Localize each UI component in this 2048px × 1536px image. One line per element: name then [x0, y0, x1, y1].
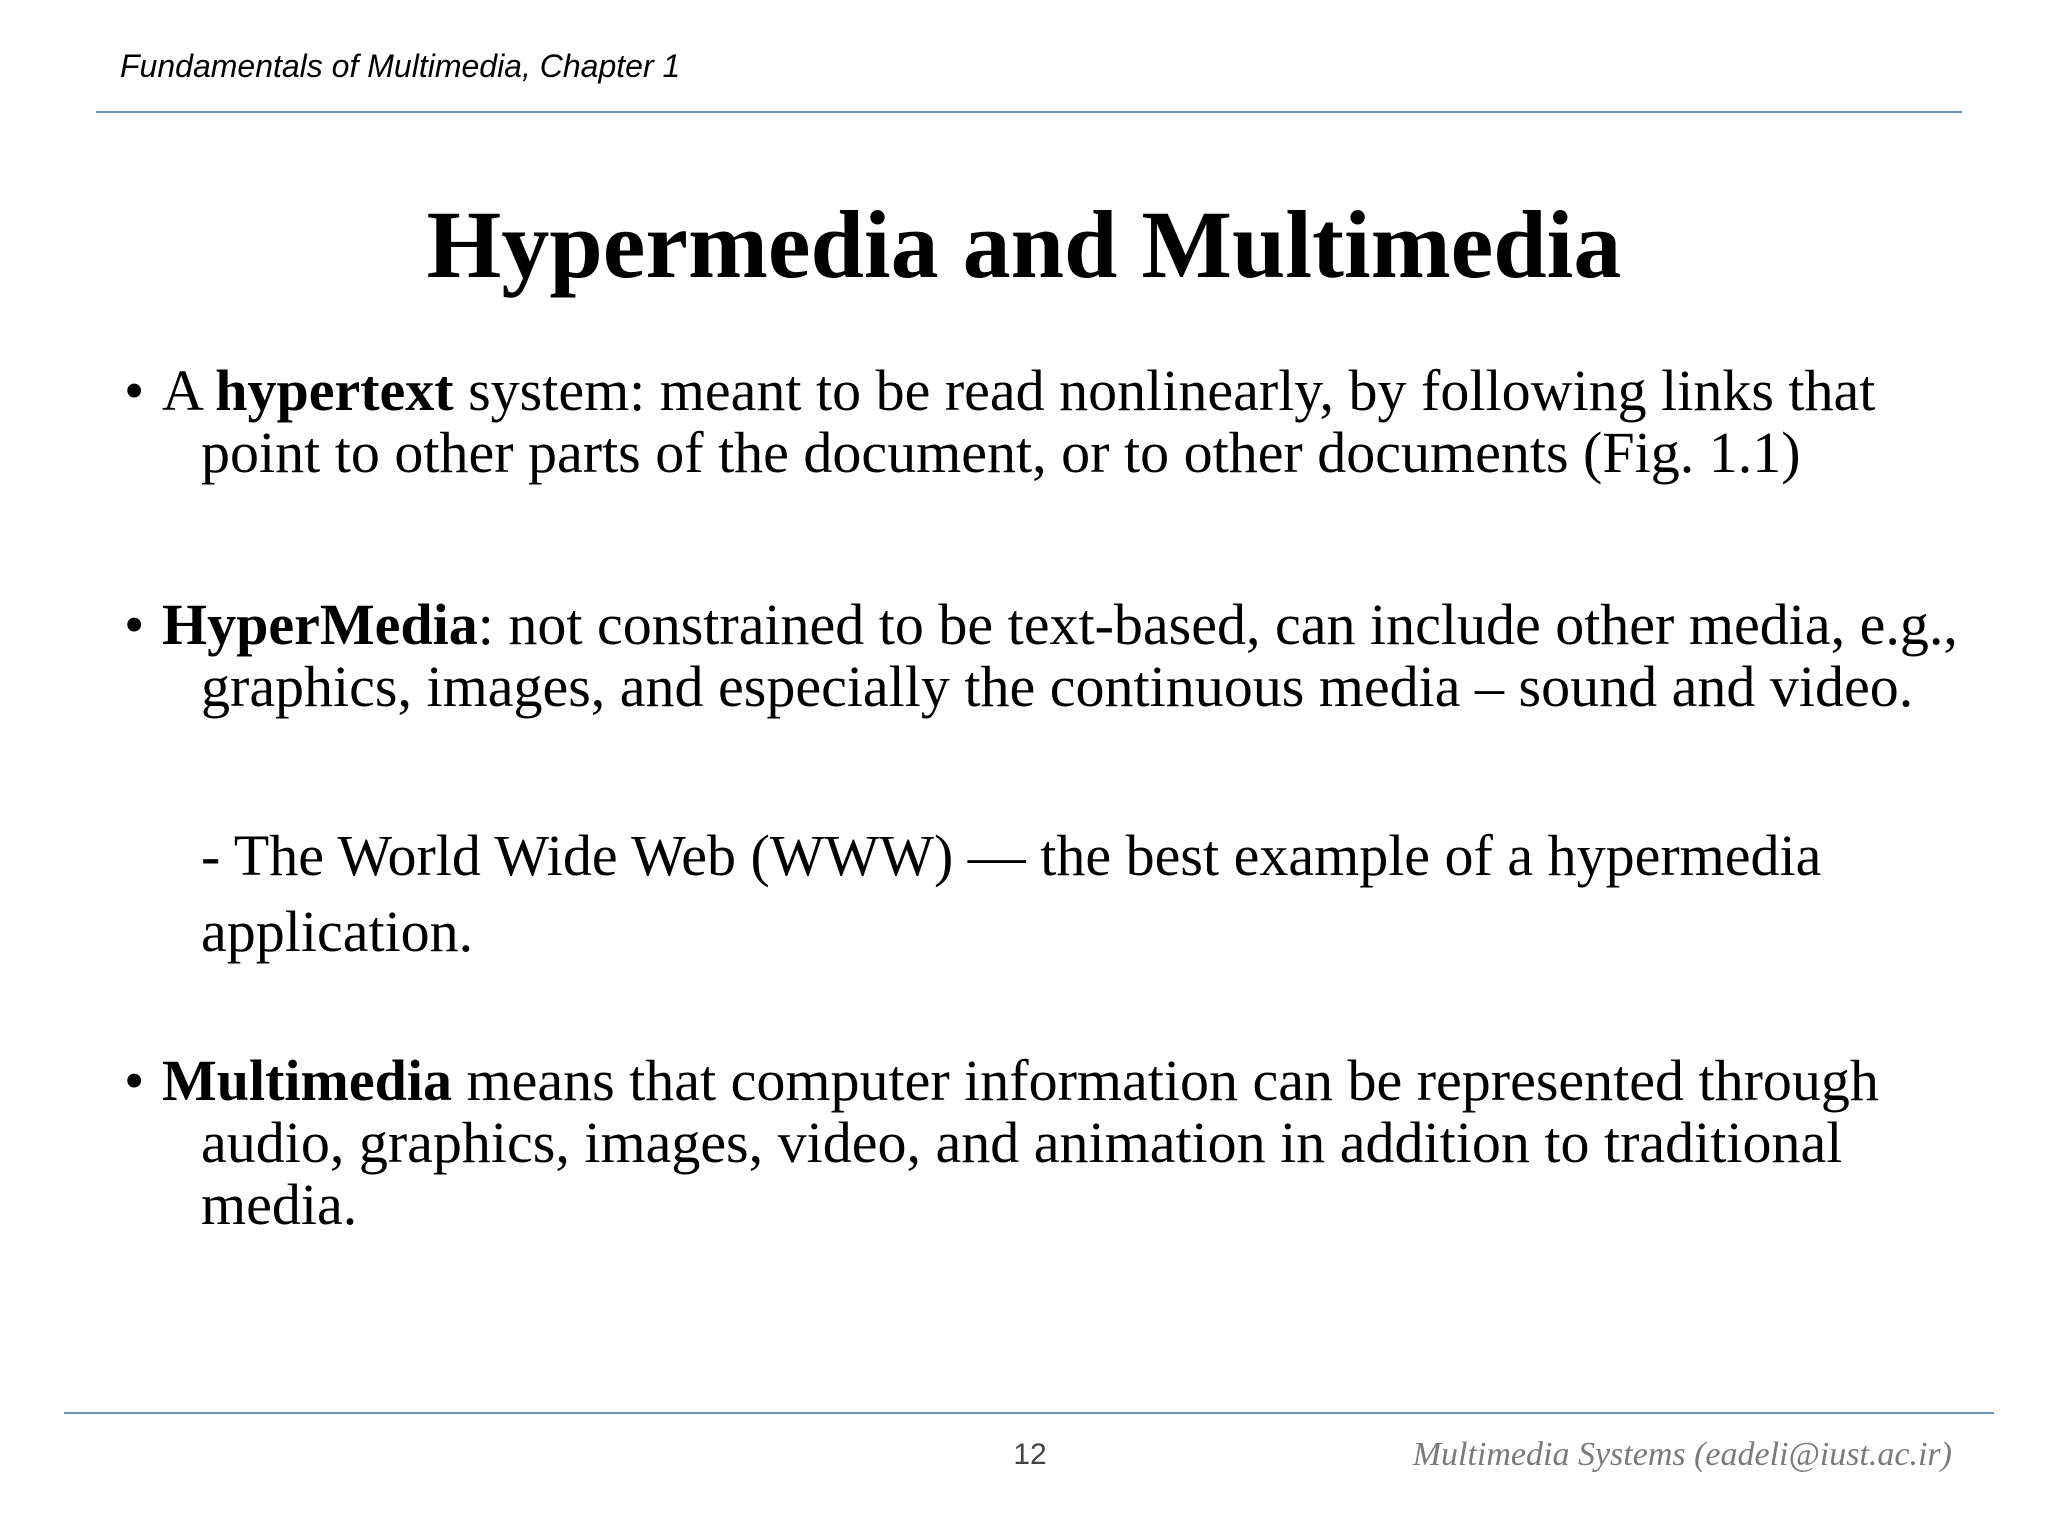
- sub-item-www: - The World Wide Web (WWW) — the best example of a hypermedia application.: [201, 823, 1822, 964]
- page-number: 12: [1013, 1438, 1047, 1471]
- bullet-hypermedia: [124, 594, 1964, 718]
- bullet-text: system: meant to be read nonlinearly, by following links that point to other parts of the document, or to other documents (Fig. 1.1): [201, 358, 1876, 485]
- bullet-term: Multimedia: [162, 1048, 452, 1113]
- bullet-marker: •: [124, 592, 145, 657]
- bullet-marker: •: [124, 358, 145, 423]
- bullet-multimedia: [124, 1050, 1964, 1236]
- bullet-term: hypertext: [215, 358, 454, 423]
- bullet-text: means that computer information can be represented through audio, graphics, images, video, and animation in addition to traditional media.: [201, 1048, 1879, 1237]
- footer-divider: [64, 1412, 1994, 1414]
- slide-content: [124, 360, 1964, 1236]
- bullet-term: HyperMedia: [162, 592, 478, 657]
- bullet-lead: A: [162, 358, 216, 423]
- bullet-text: : not constrained to be text-based, can include other media, e.g., graphics, images, and especially the continuous media – sound and video.: [201, 592, 1958, 719]
- bullet-hypertext: [124, 360, 1964, 484]
- bullet-marker: •: [124, 1048, 145, 1113]
- slide-title: Hypermedia and Multimedia: [426, 191, 1622, 298]
- header-divider: [96, 111, 1962, 113]
- chapter-header: Fundamentals of Multimedia, Chapter 1: [120, 48, 681, 84]
- footer-course: Multimedia Systems (eadeli@iust.ac.ir): [1412, 1436, 1952, 1473]
